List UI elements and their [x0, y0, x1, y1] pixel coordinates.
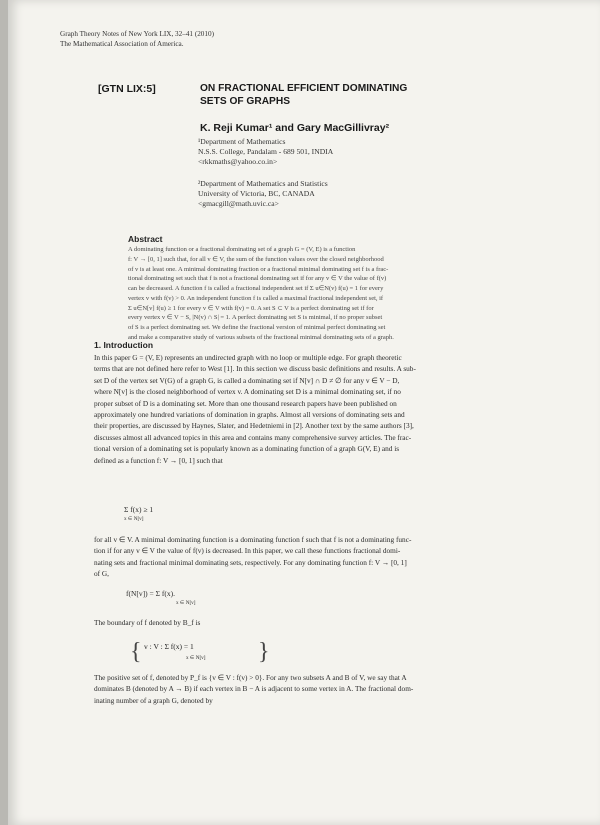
text-line: where N[v] is the closed neighborhood of vertex v. A dominating set D is a minimal dominating set, if no	[94, 387, 401, 397]
equation-f-of-neighborhood	[126, 589, 196, 606]
article-title	[200, 83, 480, 108]
affiliation-1	[198, 137, 333, 168]
affiliation-line: <rkkmaths@yahoo.co.in>	[198, 157, 278, 167]
abstract-line: can be decreased. A function f is called a fractional independent set if Σ u∈N(v) f(u) = 1 for every	[128, 285, 384, 292]
abstract-line: every vertex v ∈ V − S, |N(v) ∩ S| = 1. A perfect dominating set S is minimal, if no proper subset	[128, 314, 383, 322]
right-brace: }	[258, 639, 270, 665]
article-tag: [GTN LIX:5]	[98, 83, 156, 95]
equation-main: v : V : Σ f(x) = 1	[144, 642, 194, 651]
abstract-line: Σ u∈N[v] f(u) ≥ 1 for every v ∈ V with f(v) = 0. A set S ⊂ V is a perfect dominating set if for	[128, 304, 374, 312]
affiliation-line: N.S.S. College, Pandalam - 689 501, INDIA	[198, 147, 334, 157]
text-line: tional version of a dominating set is popularly known as a dominating function of a graph G(V, E) and is	[94, 444, 400, 454]
equation-main: Σ f(x) ≥ 1	[124, 505, 154, 514]
text-line: for all v ∈ V. A minimal dominating function is a dominating function f such that f is not a dominating func-	[94, 535, 412, 544]
title-line-1: ON FRACTIONAL EFFICIENT DOMINATING	[200, 83, 408, 94]
text-line: inating number of a graph G, denoted by	[94, 695, 213, 705]
text-line: of G,	[94, 569, 109, 579]
abstract-line: vertex v with f(v) > 0. An independent function f is called a maximal fractional independent set, if	[128, 294, 384, 302]
affiliation-line: University of Victoria, BC, CANADA	[198, 189, 315, 199]
intro-paragraph-1	[94, 352, 554, 466]
equation-subscript: x ∈ N[v]	[124, 516, 144, 522]
abstract-line: A dominating function or a fractional dominating set of a graph G = (V, E) is a function	[128, 246, 356, 253]
affiliation-2	[198, 179, 328, 210]
affiliation-line: ²Department of Mathematics and Statistics	[198, 179, 328, 188]
abstract-heading: Abstract	[128, 234, 163, 244]
text-line: approximately one hundred variations of domination in graphs. Almost all versions of dominating sets and	[94, 410, 405, 420]
abstract-line: of S is a perfect dominating set. We define the fractional version of minimal perfect dominating set	[128, 324, 386, 331]
journal-header: Graph Theory Notes of New York LIX, 32–41 (2010)	[60, 30, 214, 38]
publisher-line: The Mathematical Association of America.	[60, 40, 184, 48]
author-line: K. Reji Kumar¹ and Gary MacGillivray²	[200, 122, 390, 134]
text-line: their properties, are discussed by Haynes, Slater, and Hedetniemi in [2]. Another text by the same authors [3],	[94, 421, 414, 431]
text-line: nating sets and fractional minimal dominating sets, respectively. For any dominating function f: V → [0, 1]	[94, 557, 407, 567]
abstract-line: of v is at least one. A minimal dominating fraction or a fractional minimal dominating set f is a frac-	[128, 265, 389, 273]
title-line-2: SETS OF GRAPHS	[200, 95, 291, 107]
text-line: tion if for any v ∈ V the value of f(v) is decreased. In this paper, we call these functions fractional domi-	[94, 546, 401, 556]
text-line: terms that are not defined here refer to West [1]. In this section we discuss basic definitions and results. A sub-	[94, 364, 416, 374]
intro-paragraph-4	[94, 672, 554, 706]
paper-page	[8, 0, 600, 825]
text-line: defined as a function f: V → [0, 1] such that	[94, 455, 223, 465]
text-line: The boundary of f denoted by B_f is	[94, 618, 201, 627]
affiliation-line: <gmacgill@math.uvic.ca>	[198, 199, 279, 209]
abstract-line: and make a comparative study of various subsets of the fractional minimal dominating sets of a graph.	[128, 333, 394, 341]
text-line: The positive set of f, denoted by P_f is {v ∈ V : f(v) > 0}. For any two subsets A and B of V, we say that A	[94, 673, 407, 682]
text-line: dominates B (denoted by A → B) if each vertex in B − A is adjacent to some vertex in A. The fractional dom-	[94, 684, 414, 694]
equation-boundary-set	[130, 638, 268, 666]
equation-sum-condition	[124, 505, 153, 520]
abstract-line: f: V → [0, 1] such that, for all v ∈ V, the sum of the function values over the closed neighborhood	[128, 255, 384, 263]
intro-paragraph-3	[94, 617, 554, 628]
text-line: In this paper G = (V, E) represents an undirected graph with no loop or multiple edge. For graph theoretic	[94, 353, 402, 362]
text-line: discusses almost all advanced topics in this area and contains many comprehensive survey articles. The frac-	[94, 432, 412, 442]
equation-subscript: x ∈ N[v]	[186, 655, 206, 661]
text-line: proper subset of D is a dominating set. More than one thousand research papers have been published on	[94, 398, 397, 408]
section-heading-introduction: 1. Introduction	[94, 340, 154, 350]
affiliation-line: ¹Department of Mathematics	[198, 137, 286, 146]
equation-main: f(N[v]) = Σ f(x).	[126, 589, 175, 598]
equation-subscript: x ∈ N[v]	[176, 600, 196, 606]
left-brace: {	[130, 639, 142, 665]
abstract-line: tional dominating set such that f is not a fractional dominating set if for any v ∈ V the value of f(v)	[128, 275, 387, 283]
intro-paragraph-2	[94, 534, 554, 580]
text-line: set D of the vertex set V(G) of a graph G, is called a dominating set if N[v] ∩ D ≠ ∅ for any v ∈ V − D,	[94, 375, 400, 385]
abstract-text	[128, 245, 490, 343]
